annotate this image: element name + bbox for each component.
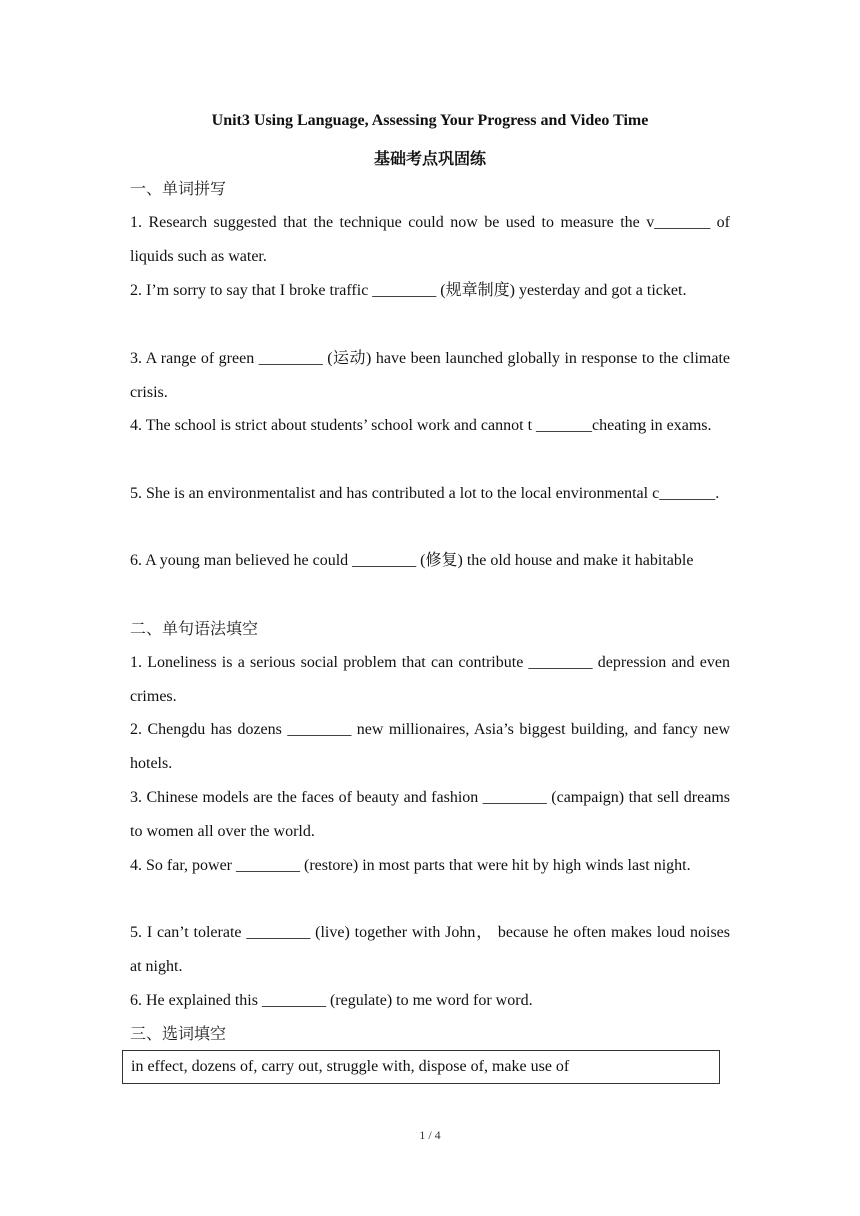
spelling-item-6: 6. A young man believed he could ________ (修复) the old house and make it habitable [130, 552, 694, 569]
grammar-item-6: 6. He explained this ________ (regulate) to me word for word. [130, 992, 533, 1009]
page-number: 1 / 4 [419, 1128, 441, 1142]
grammar-item-1: 1. Loneliness is a serious social problem that can contribute ________ depression and even crimes. [130, 654, 730, 705]
grammar-item-5: 5. I can’t tolerate ________ (live) together with John， because he often makes loud noises at night. [130, 924, 730, 975]
section-heading-word-choice: 三、选词填空 [130, 1024, 227, 1043]
grammar-item-4: 4. So far, power ________ (restore) in most parts that were hit by high winds last night. [130, 857, 691, 874]
spelling-item-5: 5. She is an environmentalist and has contributed a lot to the local environmental c_______. [130, 485, 720, 502]
document-subtitle: 基础考点巩固练 [373, 151, 486, 168]
section-heading-grammar: 二、单句语法填空 [130, 619, 259, 638]
spelling-item-2: 2. I’m sorry to say that I broke traffic ________ (规章制度) yesterday and got a ticket. [130, 282, 687, 299]
spelling-item-4: 4. The school is strict about students’ school work and cannot t _______cheating in exams. [130, 417, 712, 434]
spelling-item-1: 1. Research suggested that the technique could now be used to measure the v_______ of liquids such as water. [130, 214, 730, 265]
section-heading-spelling: 一、单词拼写 [130, 179, 227, 198]
grammar-item-3: 3. Chinese models are the faces of beauty and fashion ________ (campaign) that sell dreams to women all over the world. [130, 789, 730, 840]
grammar-item-2: 2. Chengdu has dozens ________ new millionaires, Asia’s biggest building, and fancy new hotels. [130, 721, 730, 772]
document-title: Unit3 Using Language, Assessing Your Progress and Video Time [211, 112, 649, 129]
spelling-item-3: 3. A range of green ________ (运动) have been launched globally in response to the climate crisis. [130, 350, 730, 401]
word-bank-box: in effect, dozens of, carry out, struggle with, dispose of, make use of [122, 1050, 720, 1084]
